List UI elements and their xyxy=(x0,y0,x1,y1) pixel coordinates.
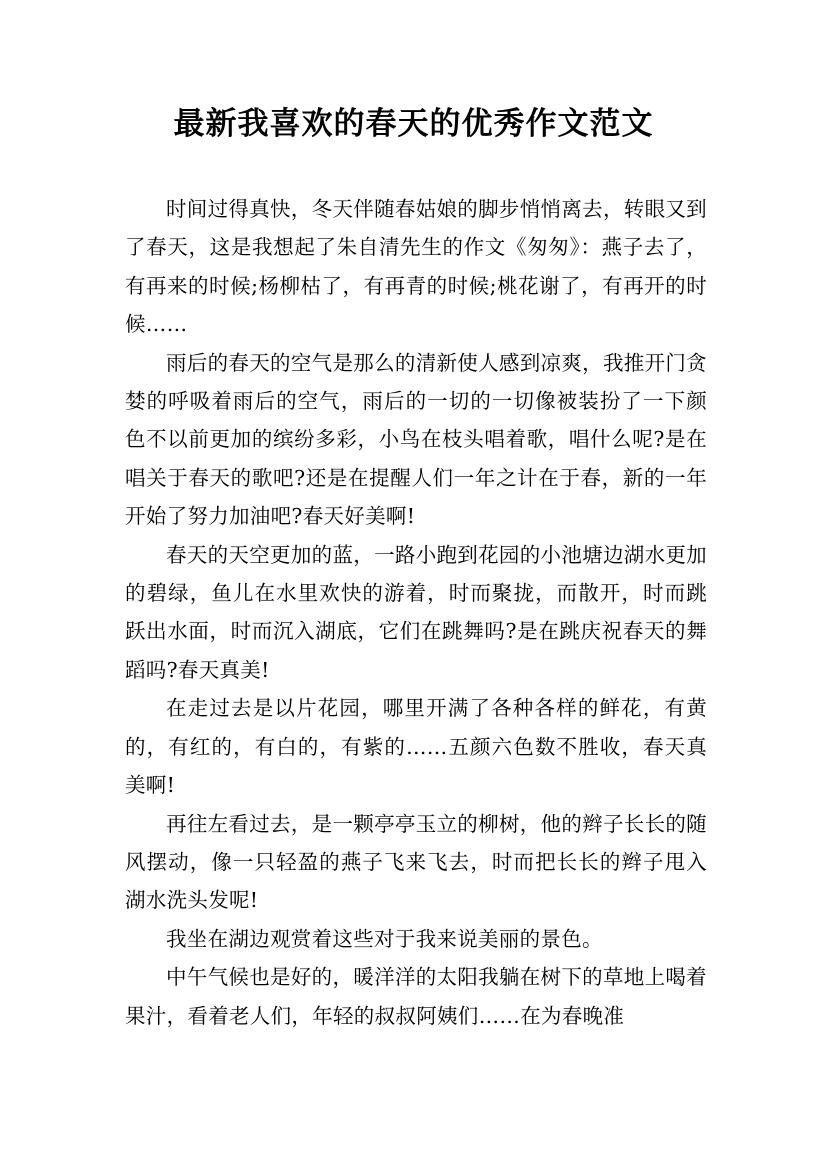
paragraph-5: 再往左看过去，是一颗亭亭玉立的柳树，他的辫子长长的随风摆动，像一只轻盈的燕子飞来飞去，时而把长长的辫子甩入湖水洗头发呢! xyxy=(125,811,707,913)
paragraph-2: 雨后的春天的空气是那么的清新使人感到凉爽，我推开门贪婪的呼吸着雨后的空气，雨后的一切的一切像被装扮了一下颜色不以前更加的缤纷多彩，小鸟在枝头唱着歌，唱什么呢?是在唱关于春天的歌吧?还是在提醒人们一年之计在于春，新的一年开始了努力加油吧?春天好美啊! xyxy=(125,350,707,529)
paragraph-6: 我坐在湖边观赏着这些对于我来说美丽的景色。 xyxy=(166,926,603,951)
document-body xyxy=(125,190,707,1035)
paragraph-3: 春天的天空更加的蓝，一路小跑到花园的小池塘边湖水更加的碧绿，鱼儿在水里欢快的游着，时而聚拢，而散开，时而跳跃出水面，时而沉入湖底，它们在跳舞吗?是在跳庆祝春天的舞蹈吗?春天真美! xyxy=(125,542,707,682)
paragraph-4: 在走过去是以片花园，哪里开满了各种各样的鲜花，有黄的，有红的，有白的，有紫的……五颜六色数不胜收，春天真美啊! xyxy=(125,696,707,798)
paragraph-1: 时间过得真快，冬天伴随春姑娘的脚步悄悄离去，转眼又到了春天，这是我想起了朱自清先生的作文《匆匆》：燕子去了，有再来的时候;杨柳枯了，有再青的时候;桃花谢了，有再开的时候…… xyxy=(125,197,707,337)
document-title: 最新我喜欢的春天的优秀作文范文 xyxy=(173,106,654,142)
paragraph-7: 中午气候也是好的，暖洋洋的太阳我躺在树下的草地上喝着果汁，看着老人们，年轻的叔叔阿姨们……在为春晚准 xyxy=(125,965,707,1028)
